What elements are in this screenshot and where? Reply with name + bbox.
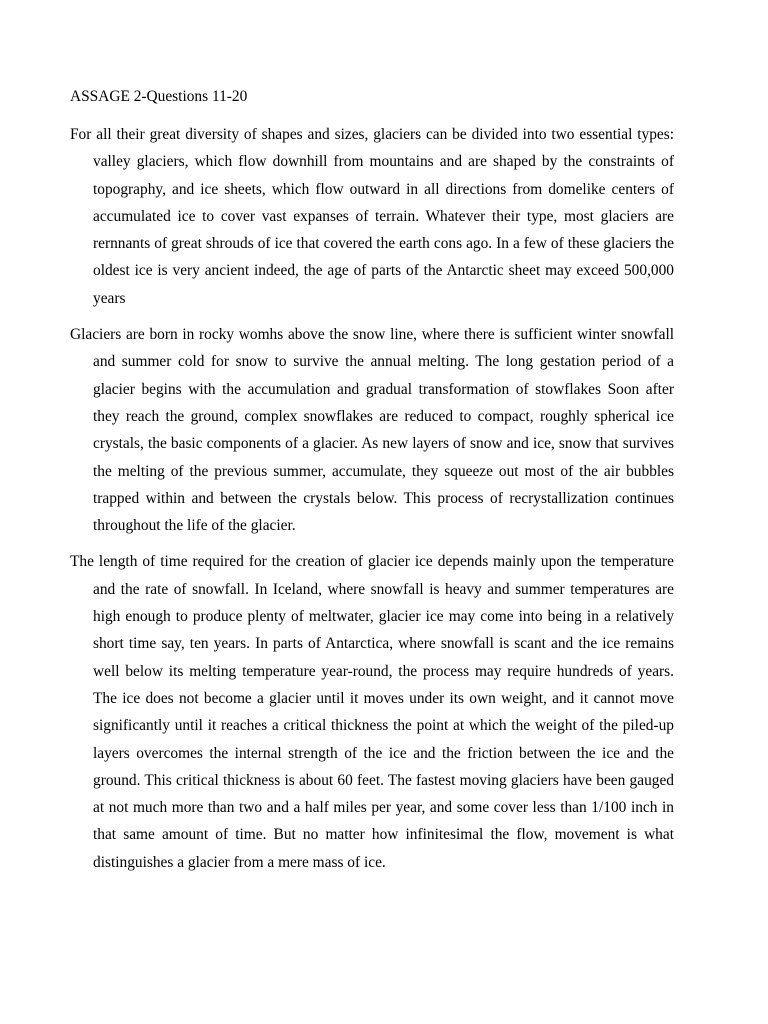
document-page: [70, 86, 674, 885]
paragraph-3: The length of time required for the creation of glacier ice depends mainly upon the temperature and the rate of snowfall. In Iceland, where snowfall is heavy and summer temperatures are high enough to produce plenty of meltwater, glacier ice may come into being in a relatively short time say, ten years. In parts of Antarctica, where snowfall is scant and the ice remains well below its melting temperature year-round, the process may require hundreds of years. The ice does not become a glacier until it moves under its own weight, and it cannot move significantly until it reaches a critical thickness the point at which the weight of the piled-up layers overcomes the internal strength of the ice and the friction between the ice and the ground. This critical thickness is about 60 feet. The fastest moving glaciers have been gauged at not much more than two and a half miles per year, and some cover less than 1/100 inch in that same amount of time. But no matter how infinitesimal the flow, movement is what distinguishes a glacier from a mere mass of ice.: [70, 553, 674, 871]
paragraph-1: For all their great diversity of shapes and sizes, glaciers can be divided into two essential types: valley glaciers, which flow downhill from mountains and are shaped by the constraints of topography, and ice sheets, which flow outward in all directions from domelike centers of accumulated ice to cover vast expanses of terrain. Whatever their type, most glaciers are rernnants of great shrouds of ice that covered the earth cons ago. In a few of these glaciers the oldest ice is very ancient indeed, the age of parts of the Antarctic sheet may exceed 500,000 years: [70, 126, 674, 307]
passage-heading: ASSAGE 2-Questions 11-20: [70, 88, 248, 105]
paragraph-2: Glaciers are born in rocky womhs above the snow line, where there is sufficient winter snowfall and summer cold for snow to survive the annual melting. The long gestation period of a glacier begins with the accumulation and gradual transformation of stowflakes Soon after they reach the ground, complex snowflakes are reduced to compact, roughly spherical ice crystals, the basic components of a glacier. As new layers of snow and ice, snow that survives the melting of the previous summer, accumulate, they squeeze out most of the air bubbles trapped within and between the crystals below. This process of recrystallization continues throughout the life of the glacier.: [70, 326, 674, 535]
